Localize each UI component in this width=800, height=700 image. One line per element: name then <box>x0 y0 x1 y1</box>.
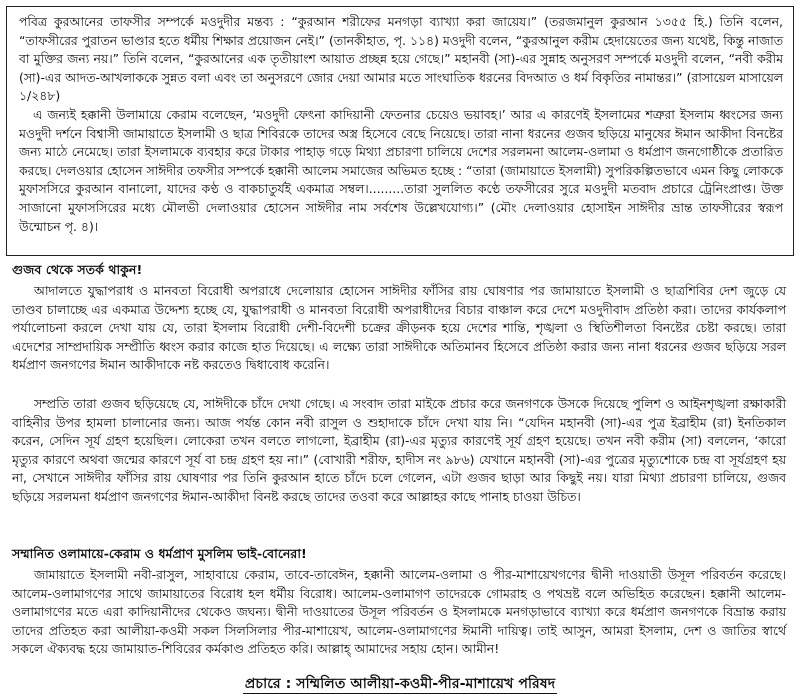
box-paragraph-2: এ জন্যই হক্কানী উলামায়ে কেরাম বলেছেন, ‘মওদুদী ফেৎনা কাদিয়ানী ফেতনার চেয়েও ভয়াবহ।’ আর এ কারণেই ইসলামের শত্রুরা ইসলাম ধ্বংসের জন্য মওদুদী দর্শনে বিশ্বাসী জামায়াতে ইসলামী ও ছাত্র শিবিরকে তাদের অস্ত্র হিসেবে বেছে নিয়েছে। তারা নানা ধরনের গুজব ছড়িয়ে মানুষের ঈমান আকীদা বিনষ্টের জন্য মাঠে নেমেছে। তারা ইসলামকে ব্যবহার করে টাকার পাহাড় গড়ে মিথ্যা প্রচারণা চালিয়ে দেশের সরলমনা আলেম-ওলামা ও ধর্মপ্রাণ জনগোষ্ঠীকে প্রতারিত করছে। দেলওয়ার হোসেন সাঈদীর তফসীর সম্পর্কে হক্কানী আলেম সমাজের অভিমত হচ্ছে : “তারা (জামায়াতে ইসলামী) সুপরিকল্পিতভাবে এমন কিছু লোককে মুফাসসিরে কুরআন বানালো, যাদের কণ্ঠ ও বাকচাতুর্যই একমাত্র সম্বল।.........তারা সুললিত কণ্ঠে তফসীরের সুরে মওদুদী মতবাদ প্রচারে ট্রেনিংপ্রাপ্ত। উক্ত সাজানো মুফাসসিরের মধ্যে মৌলভী দেলাওয়ার হোসেন সাঈদীর নাম সর্বশেষ উল্লেখযোগ্য।” (মৌং দেলাওয়ার হোসাইন সাঈদীর ভ্রান্ত তাফসীরের স্বরূপ উন্মোচন পৃ. ৪)। <box>19 106 783 234</box>
section-heading-rumor-warning: গুজব থেকে সতর্ক থাকুন! <box>12 262 143 277</box>
section2-paragraph-1: জামায়াতে ইসলামী নবী-রাসুল, সাহাবায়ে কেরাম, তাবে-তাবেঈন, হক্কানী আলেম-ওলামা ও পীর-মাশায়েখগণের দ্বীনী দাওয়াতী উসূল পরিবর্তন করেছে। আলেম-ওলামাগণের সাথে জামায়াতের বিরোধ হল ধর্মীয় বিরোধ। আলেম-ওলামাগণ তাদেরকে গোমরাহ ও পথভ্রষ্ট বলে অভিহিত করেছেন। হক্কানী আলেম-ওলামাগণের মতে এরা কাদিয়ানীদের থেকেও জঘন্য। দ্বীনী দাওয়াতের উসূল পরিবর্তন ও ইসলামকে মনগড়াভাবে ব্যাখ্যা করে ধর্মপ্রাণ জনগণকে বিভ্রান্ত করায় তাদের প্রতিহত করা আলীয়া-কওমী সকল সিলসিলার পীর-মাশায়েখ, আলেম-ওলামাগণের ঈমানী দায়িত্ব। তাই আসুন, আমরা ইসলাম, দেশ ও জাতির স্বার্থে সকলে ঐক্যবদ্ধ হয়ে জামায়াত-শিবিরের কর্মকাণ্ড প্রতিহত করি। আল্লাহ্ আমাদের সহায় হোন। আমীন! <box>12 567 786 657</box>
publisher-footer <box>0 673 800 697</box>
box-paragraph-1: পবিত্র কুরআনের তাফসীর সম্পর্কে মওদুদীর মন্তব্য : “কুরআন শরীফের মনগড়া ব্যাখ্যা করা জায়েয।” (তরজমানুল কুরআন ১৩৫৫ হি.) তিনি বলেন, “তাফসীরের পুরাতন ভাণ্ডার হতে ধর্মীয় শিক্ষার প্রয়োজন নেই।” (তানকীহাত, পৃ. ১১৪) মওদুদী বলেন, “কুরআনুল করীম হেদায়েতের জন্য যথেষ্ট, কিন্তু নাজাত বা মুক্তির জন্য নয়।” তিনি বলেন, “কুরআনের এক তৃতীয়াংশ আয়াত প্রচ্ছন্ন হয়ে গেছে।” মহানবী (সা)-এর সুন্নাহ অনুসরণ সম্পর্কে মওদুদী বলেন, “নবী করীম (সা)-এর আদত-আখলাককে সুন্নত বলা এবং তা অনুসরণে জোর দেয়া আমার মতে সাংঘাতিক ধরনের বিদআত ও ধর্ম বিকৃতির নামান্তর।” (রাসায়েল মাসায়েল ১/২৪৮) <box>19 14 783 104</box>
section1-paragraph-1: আদালতে যুদ্ধাপরাধ ও মানবতা বিরোধী অপরাধে দেলোয়ার হোসেন সাঈদীর ফাঁসির রায় ঘোষণার পর জামায়াতে ইসলামী ও ছাত্রশিবির দেশ জুড়ে যে তাণ্ডব চালাচ্ছে এর একমাত্র উদ্দেশ্য হচ্ছে যে, যুদ্ধাপরাধী ও মানবতা বিরোধী অপরাধীদের বিচার বাঞ্চাল করে দেশে মওদুদীবাদ প্রতিষ্ঠা করা। তাদের কার্যকলাপ পর্যালোচনা করলে দেখা যায় যে, তারা ইসলাম বিরোধী দেশী-বিদেশী চক্রের ক্রীড়নক হয়ে দেশের শান্তি, শৃঙ্খলা ও স্থিতিশীলতা বিনষ্টের চেষ্টা করছে। তারা এদেশের সাম্প্রদায়িক সম্প্রীতি ধ্বংস করার কাজে হাত দিয়েছে। এ লক্ষ্যে তারা সাঈদীকে অতিমানব হিসেবে প্রতিষ্ঠা করার জন্য নানা ধরনের গুজব ছড়িয়ে সরল ধর্মপ্রাণ জনগণের ঈমান আকীদাকে নষ্ট করতেও দ্বিধাবোধ করেনি। <box>12 283 786 373</box>
publisher-footer-text: প্রচারে : সম্মিলিত আলীয়া-কওমী-পীর-মাশায়েখ পরিষদ <box>244 676 556 692</box>
boxed-quotes-section <box>6 6 794 256</box>
section1-paragraph-2: সম্প্রতি তারা গুজব ছড়িয়েছে যে, সাঈদীকে চাঁদে দেখা গেছে। এ সংবাদ তারা মাইকে প্রচার করে জনগণকে উসকে দিয়েছে পুলিশ ও আইনশৃঙ্খলা রক্ষাকারী বাহিনীর উপর হামলা চালানোর জন্য। আজ পর্যন্ত কোন নবী রাসুল ও শুহাদাকে চাঁদে দেখা যায় নি। “যেদিন মহানবী (সা)-এর পুত্র ইব্রাহীম (রা) ইনতিকাল করেন, সেদিন সূর্য গ্রহণ হয়েছিল। লোকেরা তখন বলতে লাগলো, ইব্রাহীম (রা)-এর মৃত্যুর কারণেই সূর্য গ্রহণ হয়েছে। তখন নবী করীম (সা) বললেন, ‘কারো মৃত্যুর কারণে অথবা জন্মের কারণে সূর্য বা চন্দ্র গ্রহণ হয় না।” (বোখারী শরীফ, হাদীস নং ৯৮৬) যেখানে মহানবী (সা)-এর পুত্রের মৃত্যুশোকে চন্দ্র বা সূর্যগ্রহণ হয় না, সেখানে সাঈদীর ফাঁসির রায় ঘোষণার পর তিনি কুরআন হাতে চাঁদে চলে গেলেন, এটা গুজব ছাড়া আর কিছুই নয়। যারা মিথ্যা প্রচারণা চালিয়ে, গুজব ছড়িয়ে সরলমনা ধর্মপ্রাণ জনগণের ঈমান-আকীদা বিনষ্ট করছে তাদের তওবা করে আল্লাহর কাছে পানাহ চাওয়া উচিত। <box>12 396 786 504</box>
section-heading-address: সম্মানিত ওলামায়ে-কেরাম ও ধর্মপ্রাণ মুসলিম ভাই-বোনেরা! <box>12 546 307 561</box>
